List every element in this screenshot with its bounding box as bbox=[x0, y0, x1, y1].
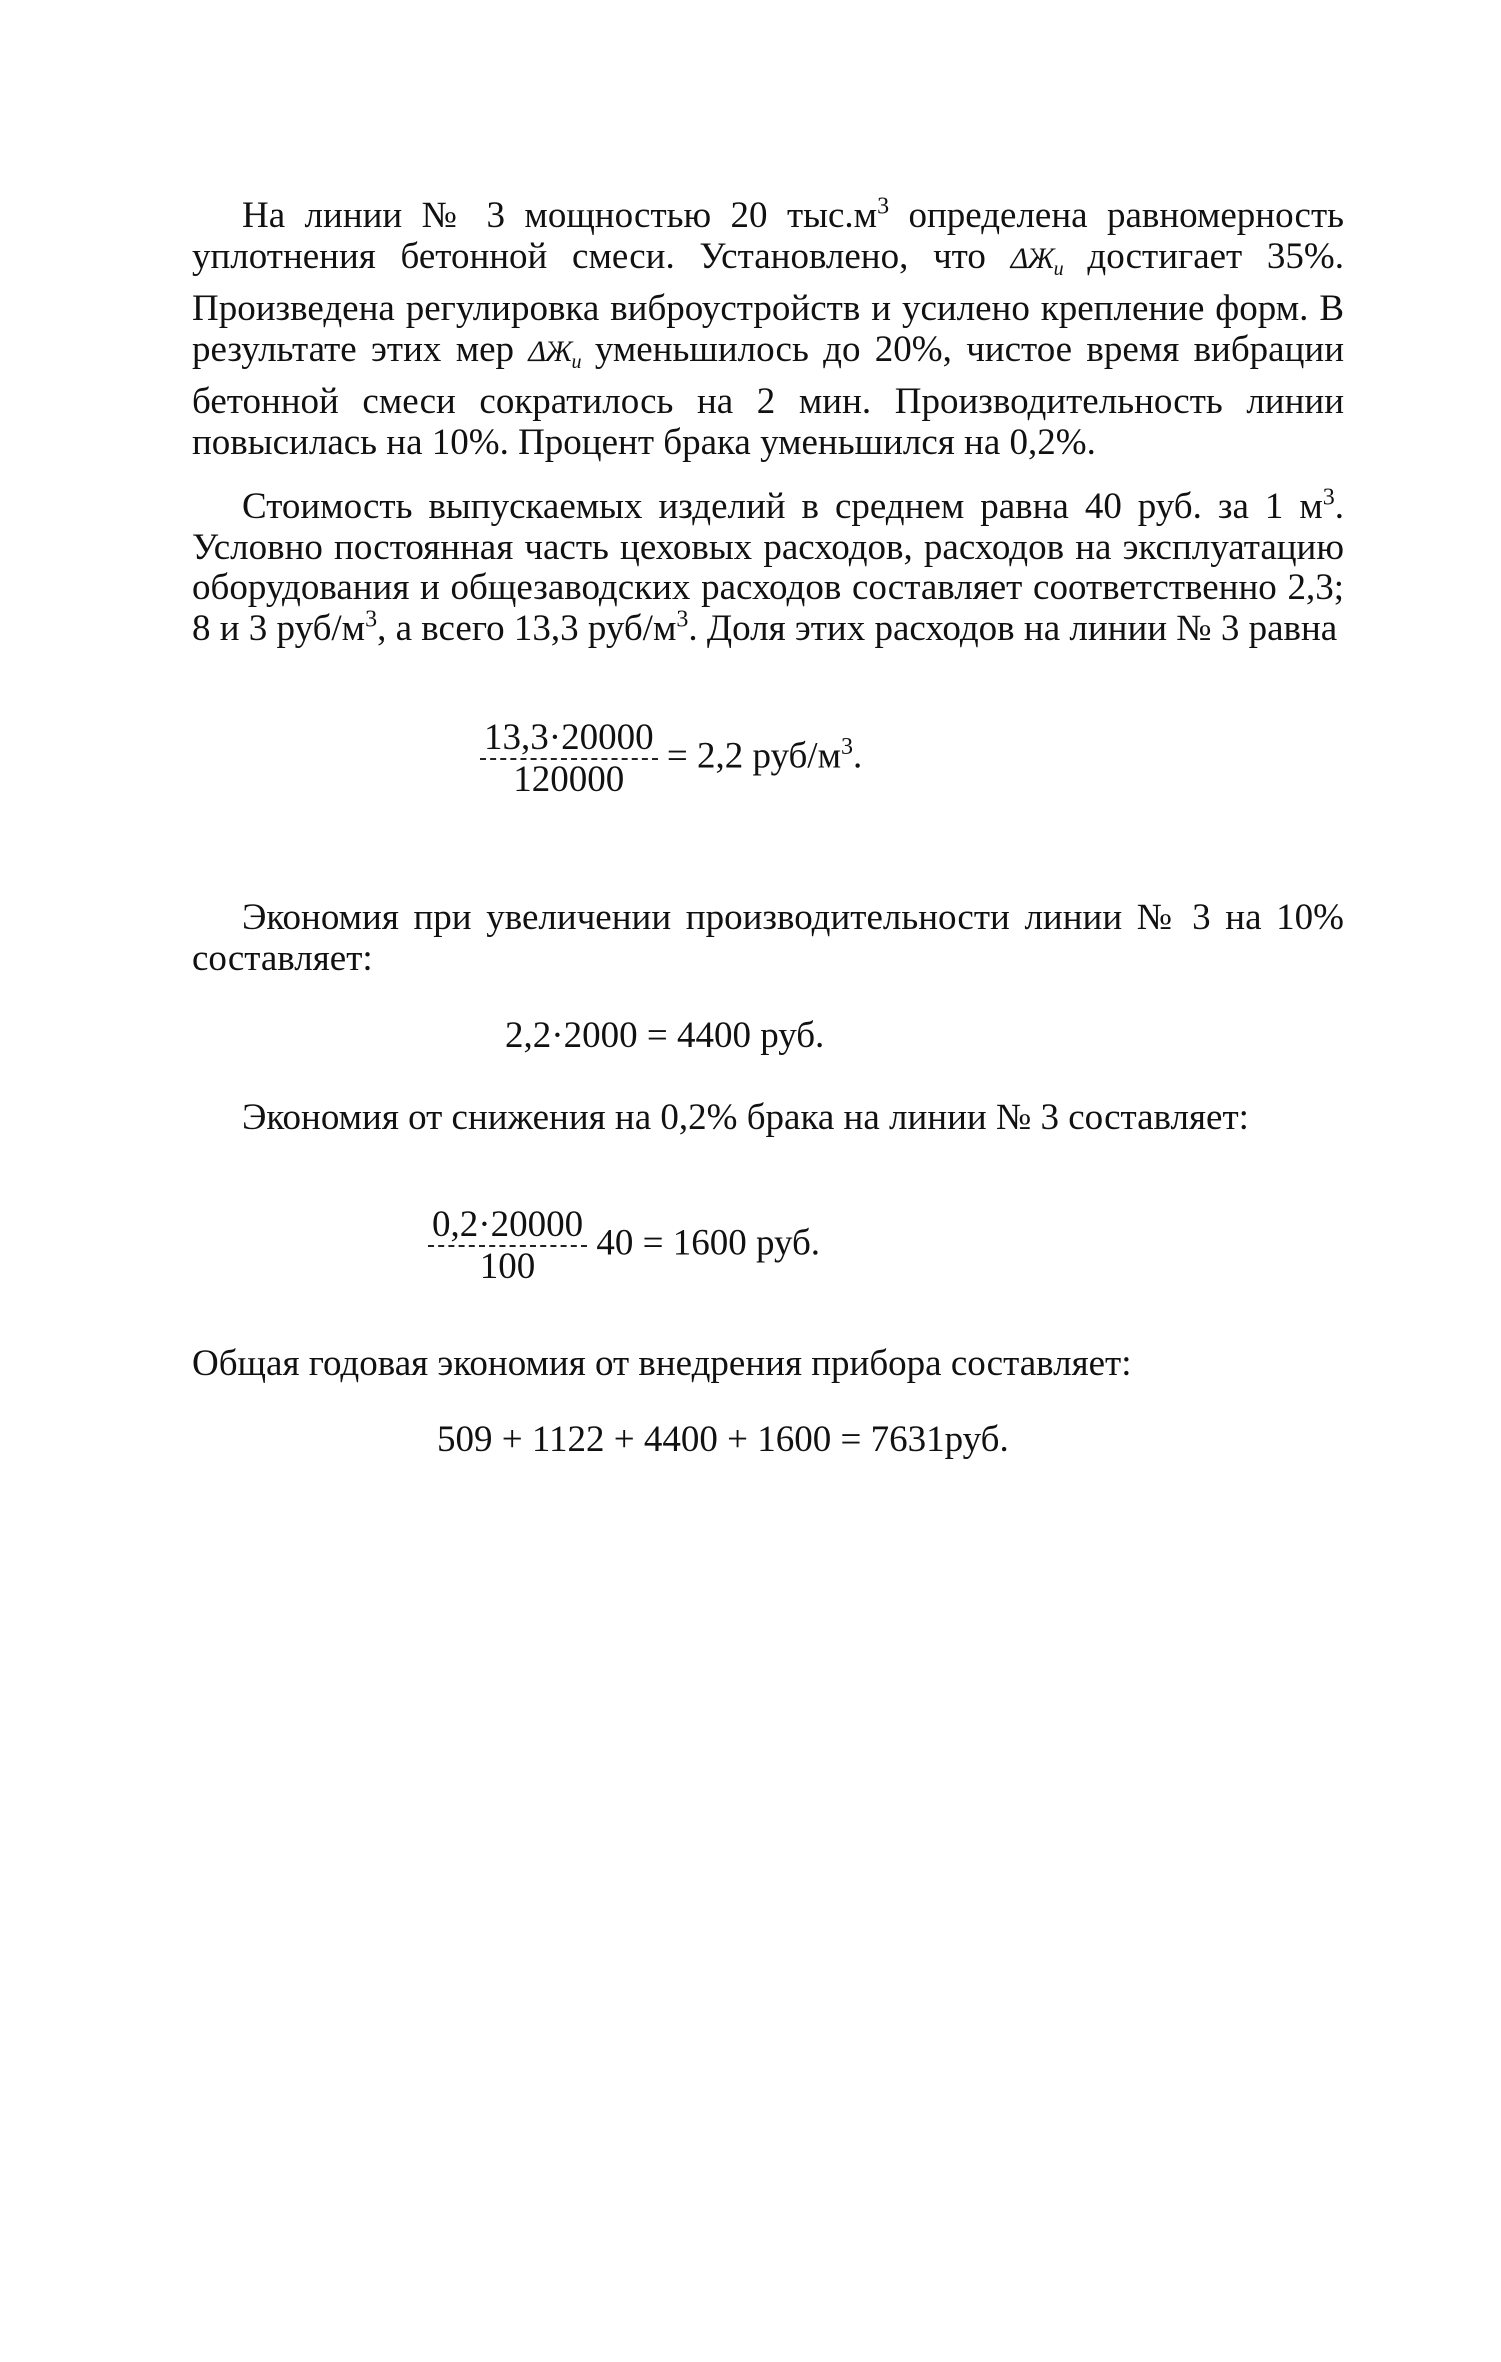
p2-text-1: Стоимость выпускаемых изделий в среднем равна 40 руб. за 1 м bbox=[242, 486, 1323, 527]
formula-share-result-end: . bbox=[853, 735, 863, 777]
p2-sup-3: 3 bbox=[676, 606, 689, 633]
formula-share-result: = 2,2 руб/м bbox=[666, 735, 841, 777]
p2-text-2: . Условно постоянная часть цеховых расходов, расходов на эксплуатацию оборудования и общезаводских расходов составляет соответственно 2,3; 8 и 3 руб/м bbox=[192, 486, 1344, 649]
p4-text: Экономия от снижения на 0,2% брака на линии № 3 составляет: bbox=[242, 1097, 1249, 1138]
delta-b-sub: и bbox=[571, 350, 581, 373]
delta-b-main: ΔЖ bbox=[528, 334, 572, 368]
p1-text-1: На линии № 3 мощностью 20 тыс.м bbox=[242, 195, 878, 236]
paragraph-line-3-measurement bbox=[192, 193, 1345, 463]
formula-annual-total bbox=[437, 1420, 1009, 1460]
p1-text-4: уменьшилось до 20%, чистое время вибрации бетонной смеси сократилось на 2 мин. Производительность линии повысилась на 10%. Процент брака уменьшился на 0,2%. bbox=[192, 328, 1345, 463]
p2-sup-1: 3 bbox=[1322, 484, 1335, 511]
formula-share-of-costs bbox=[480, 718, 862, 800]
p2-text-3: , а всего 13,3 руб/м bbox=[377, 607, 677, 649]
p3-text: Экономия при увеличении производительности линии № 3 на 10% составляет: bbox=[192, 897, 1344, 979]
fraction-defects bbox=[428, 1205, 587, 1287]
fraction-share-denominator: 120000 bbox=[480, 758, 658, 800]
p5-text: Общая годовая экономия от внедрения прибора составляет: bbox=[192, 1343, 1132, 1384]
p2-sup-2: 3 bbox=[365, 606, 378, 633]
p2-text-4: . Доля этих расходов на линии № 3 равна bbox=[688, 607, 1338, 649]
delta-symbol-a bbox=[1010, 241, 1063, 280]
delta-symbol-b bbox=[528, 334, 581, 373]
p1-sup-1: 3 bbox=[877, 193, 890, 220]
fraction-defects-numerator: 0,2·20000 bbox=[432, 1204, 584, 1245]
delta-a-main: ΔЖ bbox=[1010, 241, 1054, 275]
formula-economy-defects bbox=[428, 1205, 820, 1287]
p1-text-2: определена равномерность уплотнения бетонной смеси. Установлено, что bbox=[192, 195, 1344, 277]
p1-text-3: достигает 35%. Произведена регулировка виброустройств и усилено крепление форм. В результате этих мер bbox=[192, 235, 1344, 370]
formula-economy-productivity bbox=[505, 1016, 824, 1056]
paragraph-annual-economy bbox=[192, 1344, 1344, 1385]
paragraph-economy-productivity bbox=[192, 898, 1344, 979]
formula-defects-result: 40 = 1600 руб. bbox=[596, 1222, 821, 1264]
fraction-share bbox=[480, 718, 658, 800]
paragraph-economy-defects bbox=[192, 1098, 1344, 1139]
delta-a-sub: и bbox=[1053, 257, 1063, 280]
formula-share-result-sup: 3 bbox=[841, 734, 853, 761]
paragraph-cost-of-products bbox=[192, 484, 1344, 649]
formula-annual-total-text: 509 + 1122 + 4400 + 1600 = 7631руб. bbox=[437, 1419, 1009, 1460]
fraction-share-numerator: 13,3·20000 bbox=[484, 717, 654, 758]
fraction-defects-denominator: 100 bbox=[428, 1245, 587, 1287]
formula-economy-productivity-text: 2,2·2000 = 4400 руб. bbox=[505, 1015, 825, 1056]
